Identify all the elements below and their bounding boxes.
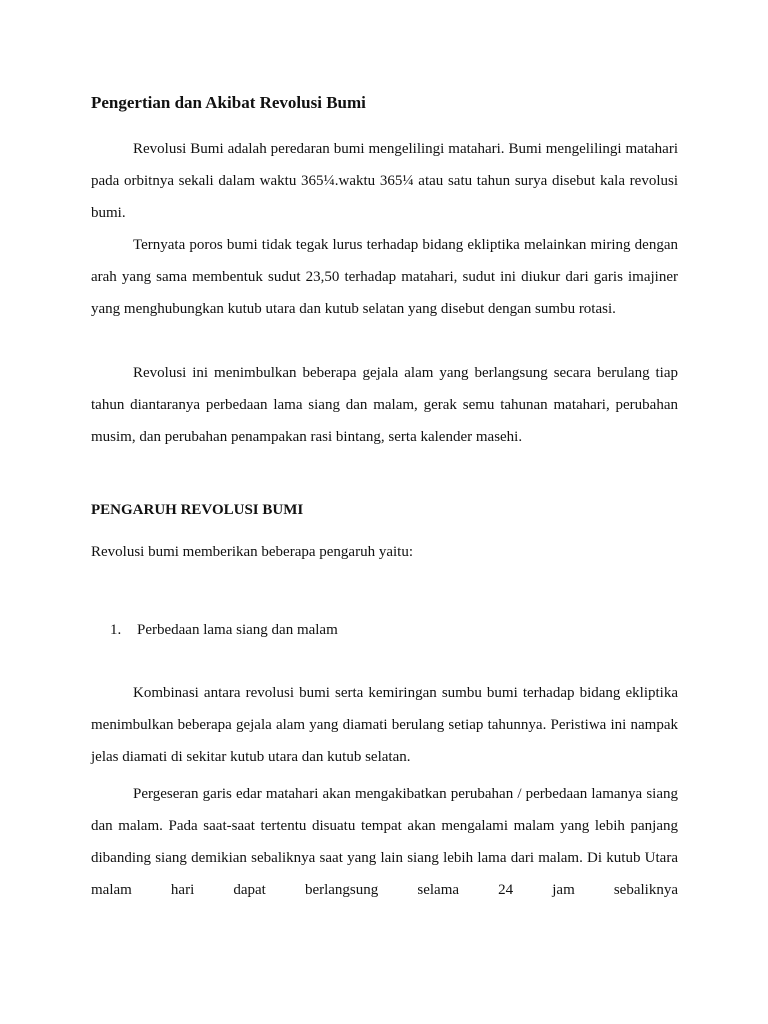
document-title: Pengertian dan Akibat Revolusi Bumi bbox=[91, 93, 366, 112]
section-intro: Revolusi bumi memberikan beberapa pengaruh yaitu: bbox=[91, 544, 413, 560]
section-heading: PENGARUH REVOLUSI BUMI bbox=[91, 502, 304, 518]
list-item-number: 1. bbox=[110, 622, 122, 638]
paragraph-revolusi-definition: Revolusi Bumi adalah peredaran bumi mengelilingi matahari. Bumi mengelilingi matahari pada orbitnya sekali dalam waktu 365¼.waktu 365¼ atau satu tahun surya disebut kala revolusi bumi. bbox=[91, 141, 678, 221]
paragraph-kombinasi: Kombinasi antara revolusi bumi serta kemiringan sumbu bumi terhadap bidang ekliptika menimbulkan beberapa gejala alam yang diamati berulang setiap tahunnya. Peristiwa ini nampak jelas diamati di sekitar kutub utara dan kutub selatan. bbox=[91, 685, 678, 765]
paragraph-gejala-alam: Revolusi ini menimbulkan beberapa gejala alam yang berlangsung secara berulang tiap tahun diantaranya perbedaan lama siang dan malam, gerak semu tahunan matahari, perubahan musim, dan perubahan penampakan rasi bintang, serta kalender masehi. bbox=[91, 365, 678, 445]
paragraph-poros-bumi: Ternyata poros bumi tidak tegak lurus terhadap bidang ekliptika melainkan miring dengan arah yang sama membentuk sudut 23,50 terhadap matahari, sudut ini diukur dari garis imajiner yang menghubungkan kutub utara dan kutub selatan yang disebut dengan sumbu rotasi. bbox=[91, 237, 678, 317]
paragraph-pergeseran: Pergeseran garis edar matahari akan mengakibatkan perubahan / perbedaan lamanya siang dan malam. Pada saat-saat tertentu disuatu tempat akan mengalami malam yang lebih panjang dibanding siang demikian sebaliknya saat yang lain siang lebih lama dari malam. Di kutub Utara malam hari dapat berlangsung selama 24 jam sebaliknya bbox=[91, 786, 678, 898]
list-item-text: Perbedaan lama siang dan malam bbox=[137, 622, 338, 638]
